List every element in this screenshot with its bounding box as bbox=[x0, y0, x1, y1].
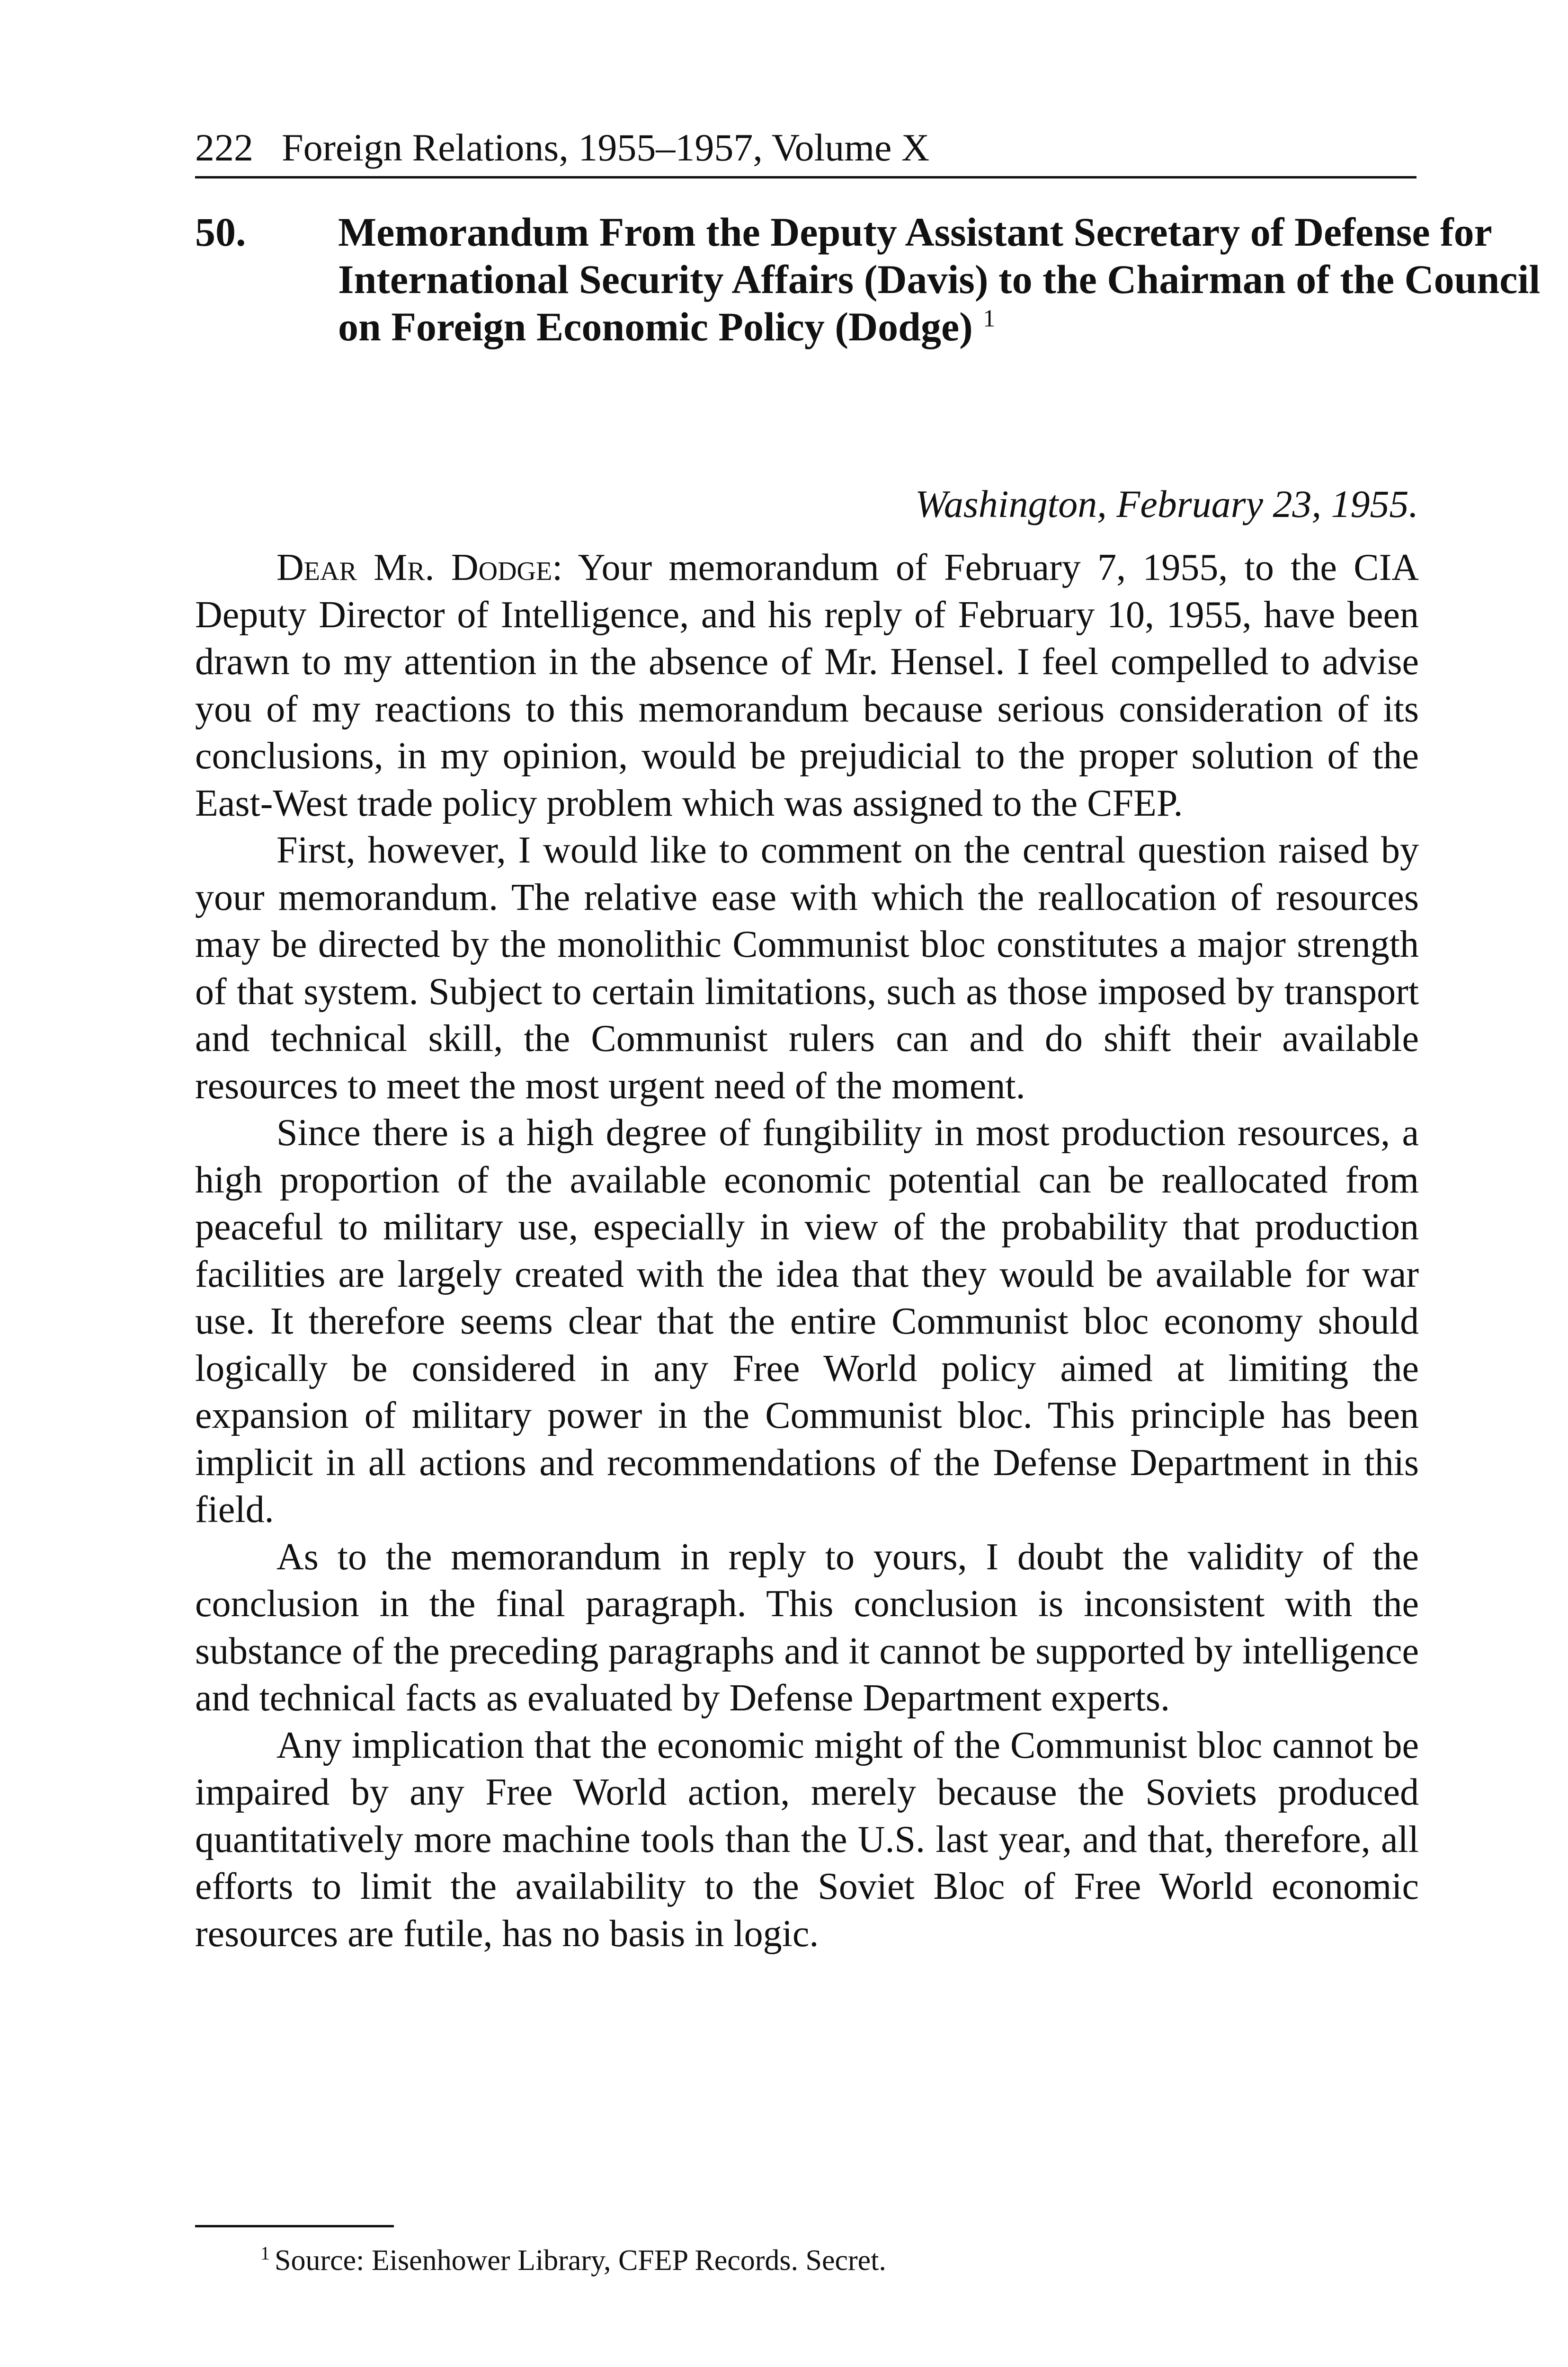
dateline: Washington, February 23, 1955. bbox=[915, 482, 1418, 525]
page-number: 222 bbox=[195, 126, 253, 169]
footnote-marker: 1 bbox=[260, 2242, 270, 2264]
paragraph: As to the memorandum in reply to yours, I doubt the validity of the conclusion in the final paragraph. This conclusion is inconsistent with the substance of the preceding paragraphs and it cannot be supported by intelligence and technical facts as evaluated by Defense Department experts. bbox=[195, 1536, 1419, 1719]
paragraph bbox=[195, 544, 1419, 827]
document-title-text: Memorandum From the Deputy Assistant Secretary of Defense for International Security Affairs (Davis) to the Chairman of the Council on Foreign Economic Policy (Dodge) bbox=[338, 209, 1541, 349]
document-title bbox=[338, 208, 1568, 350]
footnote-text: Source: Eisenhower Library, CFEP Records. Secret. bbox=[275, 2244, 886, 2277]
salutation: Dear Mr. Dodge: bbox=[276, 547, 563, 588]
running-head bbox=[195, 124, 1417, 178]
footnote-reference[interactable]: 1 bbox=[983, 305, 996, 332]
footnote bbox=[260, 2242, 1397, 2279]
paragraph: Any implication that the economic might of the Communist bloc cannot be impaired by any Free World action, merely because the Soviets produced quantitatively more machine tools than the U.S. last year, and that, therefore, all efforts to limit the availability to the Soviet Bloc of Free World economic resources are futile, has no basis in logic. bbox=[195, 1724, 1419, 1955]
paragraph: First, however, I would like to comment on the central question raised by your memorandum. The relative ease with which the reallocation of resources may be directed by the monolithic Communist bloc constitutes a major strength of that system. Subject to certain limitations, such as those imposed by transport and technical skill, the Communist rulers can and do shift their available resources to meet the most urgent need of the moment. bbox=[195, 829, 1419, 1107]
document-number: 50. bbox=[195, 209, 246, 255]
memorandum-body bbox=[195, 544, 1419, 1958]
paragraph-text: Your memorandum of February 7, 1955, to the CIA Deputy Director of Intelligence, and his reply of February 10, 1955, have been drawn to my attention in the absence of Mr. Hensel. I feel compelled to advise you of my reactions to this memorandum because serious consideration of its conclusions, in my opinion, would be prejudicial to the proper solution of the East-West trade policy problem which was assigned to the CFEP. bbox=[195, 547, 1419, 824]
footnote-divider bbox=[195, 2225, 394, 2227]
volume-title: Foreign Relations, 1955–1957, Volume X bbox=[282, 126, 930, 169]
paragraph: Since there is a high degree of fungibility in most production resources, a high proportion of the available economic potential can be reallocated from peaceful to military use, especially in view of the probability that production facilities are largely created with the idea that they would be available for war use. It therefore seems clear that the entire Communist bloc economy should logically be considered in any Free World policy aimed at limiting the expansion of military power in the Communist bloc. This principle has been implicit in all actions and recommendations of the Defense Department in this field. bbox=[195, 1112, 1419, 1531]
